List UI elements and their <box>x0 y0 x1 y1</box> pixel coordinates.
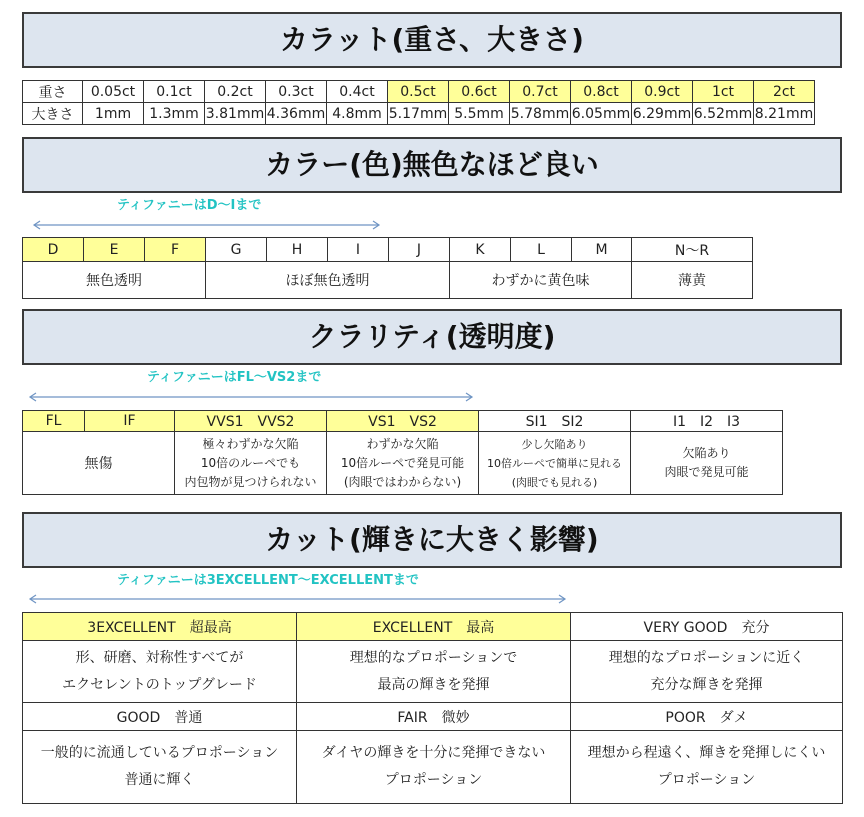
clarity-desc-cell: 無傷 <box>23 432 175 495</box>
cut-desc-cell: ダイヤの輝きを十分に発揮できない プロポーション <box>297 731 571 804</box>
carat-weight-cell: 0.8ct <box>571 81 632 103</box>
carat-size-cell: 6.29mm <box>632 103 693 125</box>
color-desc-cell: ほぼ無色透明 <box>206 262 450 299</box>
cut-desc-cell: 理想的なプロポーションで 最高の輝きを発揮 <box>297 641 571 703</box>
carat-weight-cell: 2ct <box>754 81 815 103</box>
carat-weight-cell: 0.1ct <box>144 81 205 103</box>
carat-weight-row <box>23 81 815 103</box>
carat-size-cell: 5.5mm <box>449 103 510 125</box>
carat-size-cell: 6.52mm <box>693 103 754 125</box>
color-grade-cell: N～R <box>632 238 753 262</box>
cut-grade-row <box>23 703 843 731</box>
color-range-arrow <box>0 216 864 236</box>
clarity-grade-cell: VS1 VS2 <box>327 411 479 432</box>
cut-grade-cell: GOOD 普通 <box>23 703 297 731</box>
cut-grade-cell: POOR ダメ <box>571 703 843 731</box>
color-table <box>22 237 753 299</box>
carat-size-cell: 3.81mm <box>205 103 266 125</box>
cut-desc-cell: 形、研磨、対称性すべてが エクセレントのトップグレード <box>23 641 297 703</box>
clarity-range-arrow <box>0 388 864 408</box>
carat-size-cell: 1mm <box>83 103 144 125</box>
carat-weight-cell: 0.05ct <box>83 81 144 103</box>
carat-size-cell: 4.36mm <box>266 103 327 125</box>
color-grade-cell: H <box>267 238 328 262</box>
color-desc-cell: わずかに黄色味 <box>450 262 632 299</box>
clarity-desc-cell: わずかな欠陥 10倍ルーペで発見可能 (肉眼ではわからない) <box>327 432 479 495</box>
color-grade-row <box>23 238 753 262</box>
color-grade-cell: G <box>206 238 267 262</box>
cut-desc-cell: 理想的なプロポーションに近く 充分な輝きを発揮 <box>571 641 843 703</box>
carat-weight-cell: 0.3ct <box>266 81 327 103</box>
cut-tiffany-note: ティファニーは3EXCELLENT～EXCELLENTまで <box>117 573 419 588</box>
carat-weight-cell: 0.4ct <box>327 81 388 103</box>
clarity-grade-row <box>23 411 783 432</box>
cut-desc-row <box>23 641 843 703</box>
carat-weight-cell: 1ct <box>693 81 754 103</box>
cut-desc-row <box>23 731 843 804</box>
carat-size-cell: 8.21mm <box>754 103 815 125</box>
carat-size-row <box>23 103 815 125</box>
cut-range-arrow <box>0 590 864 610</box>
cut-grade-cell: VERY GOOD 充分 <box>571 613 843 641</box>
carat-size-cell: 6.05mm <box>571 103 632 125</box>
carat-weight-cell: 0.6ct <box>449 81 510 103</box>
color-grade-cell: E <box>84 238 145 262</box>
color-desc-cell: 無色透明 <box>23 262 206 299</box>
clarity-grade-cell: I1 I2 I3 <box>631 411 783 432</box>
color-grade-cell: J <box>389 238 450 262</box>
carat-weight-cell: 0.2ct <box>205 81 266 103</box>
clarity-grade-cell: IF <box>85 411 175 432</box>
color-grade-cell: M <box>572 238 632 262</box>
carat-weight-cell: 0.9ct <box>632 81 693 103</box>
carat-weight-cell: 0.7ct <box>510 81 571 103</box>
cut-desc-cell: 一般的に流通しているプロポーション 普通に輝く <box>23 731 297 804</box>
clarity-desc-cell: 少し欠陥あり 10倍ルーペで簡単に見れる (肉眼でも見れる) <box>479 432 631 495</box>
clarity-grade-cell: SI1 SI2 <box>479 411 631 432</box>
carat-size-cell: 5.78mm <box>510 103 571 125</box>
clarity-desc-cell: 極々わずかな欠陥 10倍のルーペでも 内包物が見つけられない <box>175 432 327 495</box>
color-grade-cell: D <box>23 238 84 262</box>
carat-size-cell: 4.8mm <box>327 103 388 125</box>
carat-table <box>22 80 815 125</box>
carat-size-cell: 1.3mm <box>144 103 205 125</box>
cut-desc-cell: 理想から程遠く、輝きを発揮しにくい プロポーション <box>571 731 843 804</box>
cut-grade-cell: FAIR 微妙 <box>297 703 571 731</box>
color-desc-row <box>23 262 753 299</box>
clarity-desc-cell: 欠陥あり 肉眼で発見可能 <box>631 432 783 495</box>
color-grade-cell: L <box>511 238 572 262</box>
clarity-desc-row <box>23 432 783 495</box>
cut-grade-row <box>23 613 843 641</box>
carat-row-label: 重さ <box>23 81 83 103</box>
color-grade-cell: I <box>328 238 389 262</box>
carat-banner: カラット(重さ、大きさ) <box>22 12 842 68</box>
clarity-grade-cell: VVS1 VVS2 <box>175 411 327 432</box>
carat-row-label: 大きさ <box>23 103 83 125</box>
clarity-grade-cell: FL <box>23 411 85 432</box>
cut-grade-cell: 3EXCELLENT 超最高 <box>23 613 297 641</box>
color-desc-cell: 薄黄 <box>632 262 753 299</box>
color-grade-cell: F <box>145 238 206 262</box>
clarity-tiffany-note: ティファニーはFL～VS2まで <box>147 370 322 385</box>
carat-weight-cell: 0.5ct <box>388 81 449 103</box>
color-banner: カラー(色)無色なほど良い <box>22 137 842 193</box>
clarity-table <box>22 410 783 495</box>
clarity-banner: クラリティ(透明度) <box>22 309 842 365</box>
cut-grade-cell: EXCELLENT 最高 <box>297 613 571 641</box>
color-grade-cell: K <box>450 238 511 262</box>
color-tiffany-note: ティファニーはD～Iまで <box>117 198 262 213</box>
carat-size-cell: 5.17mm <box>388 103 449 125</box>
cut-table <box>22 612 843 804</box>
cut-banner: カット(輝きに大きく影響) <box>22 512 842 568</box>
